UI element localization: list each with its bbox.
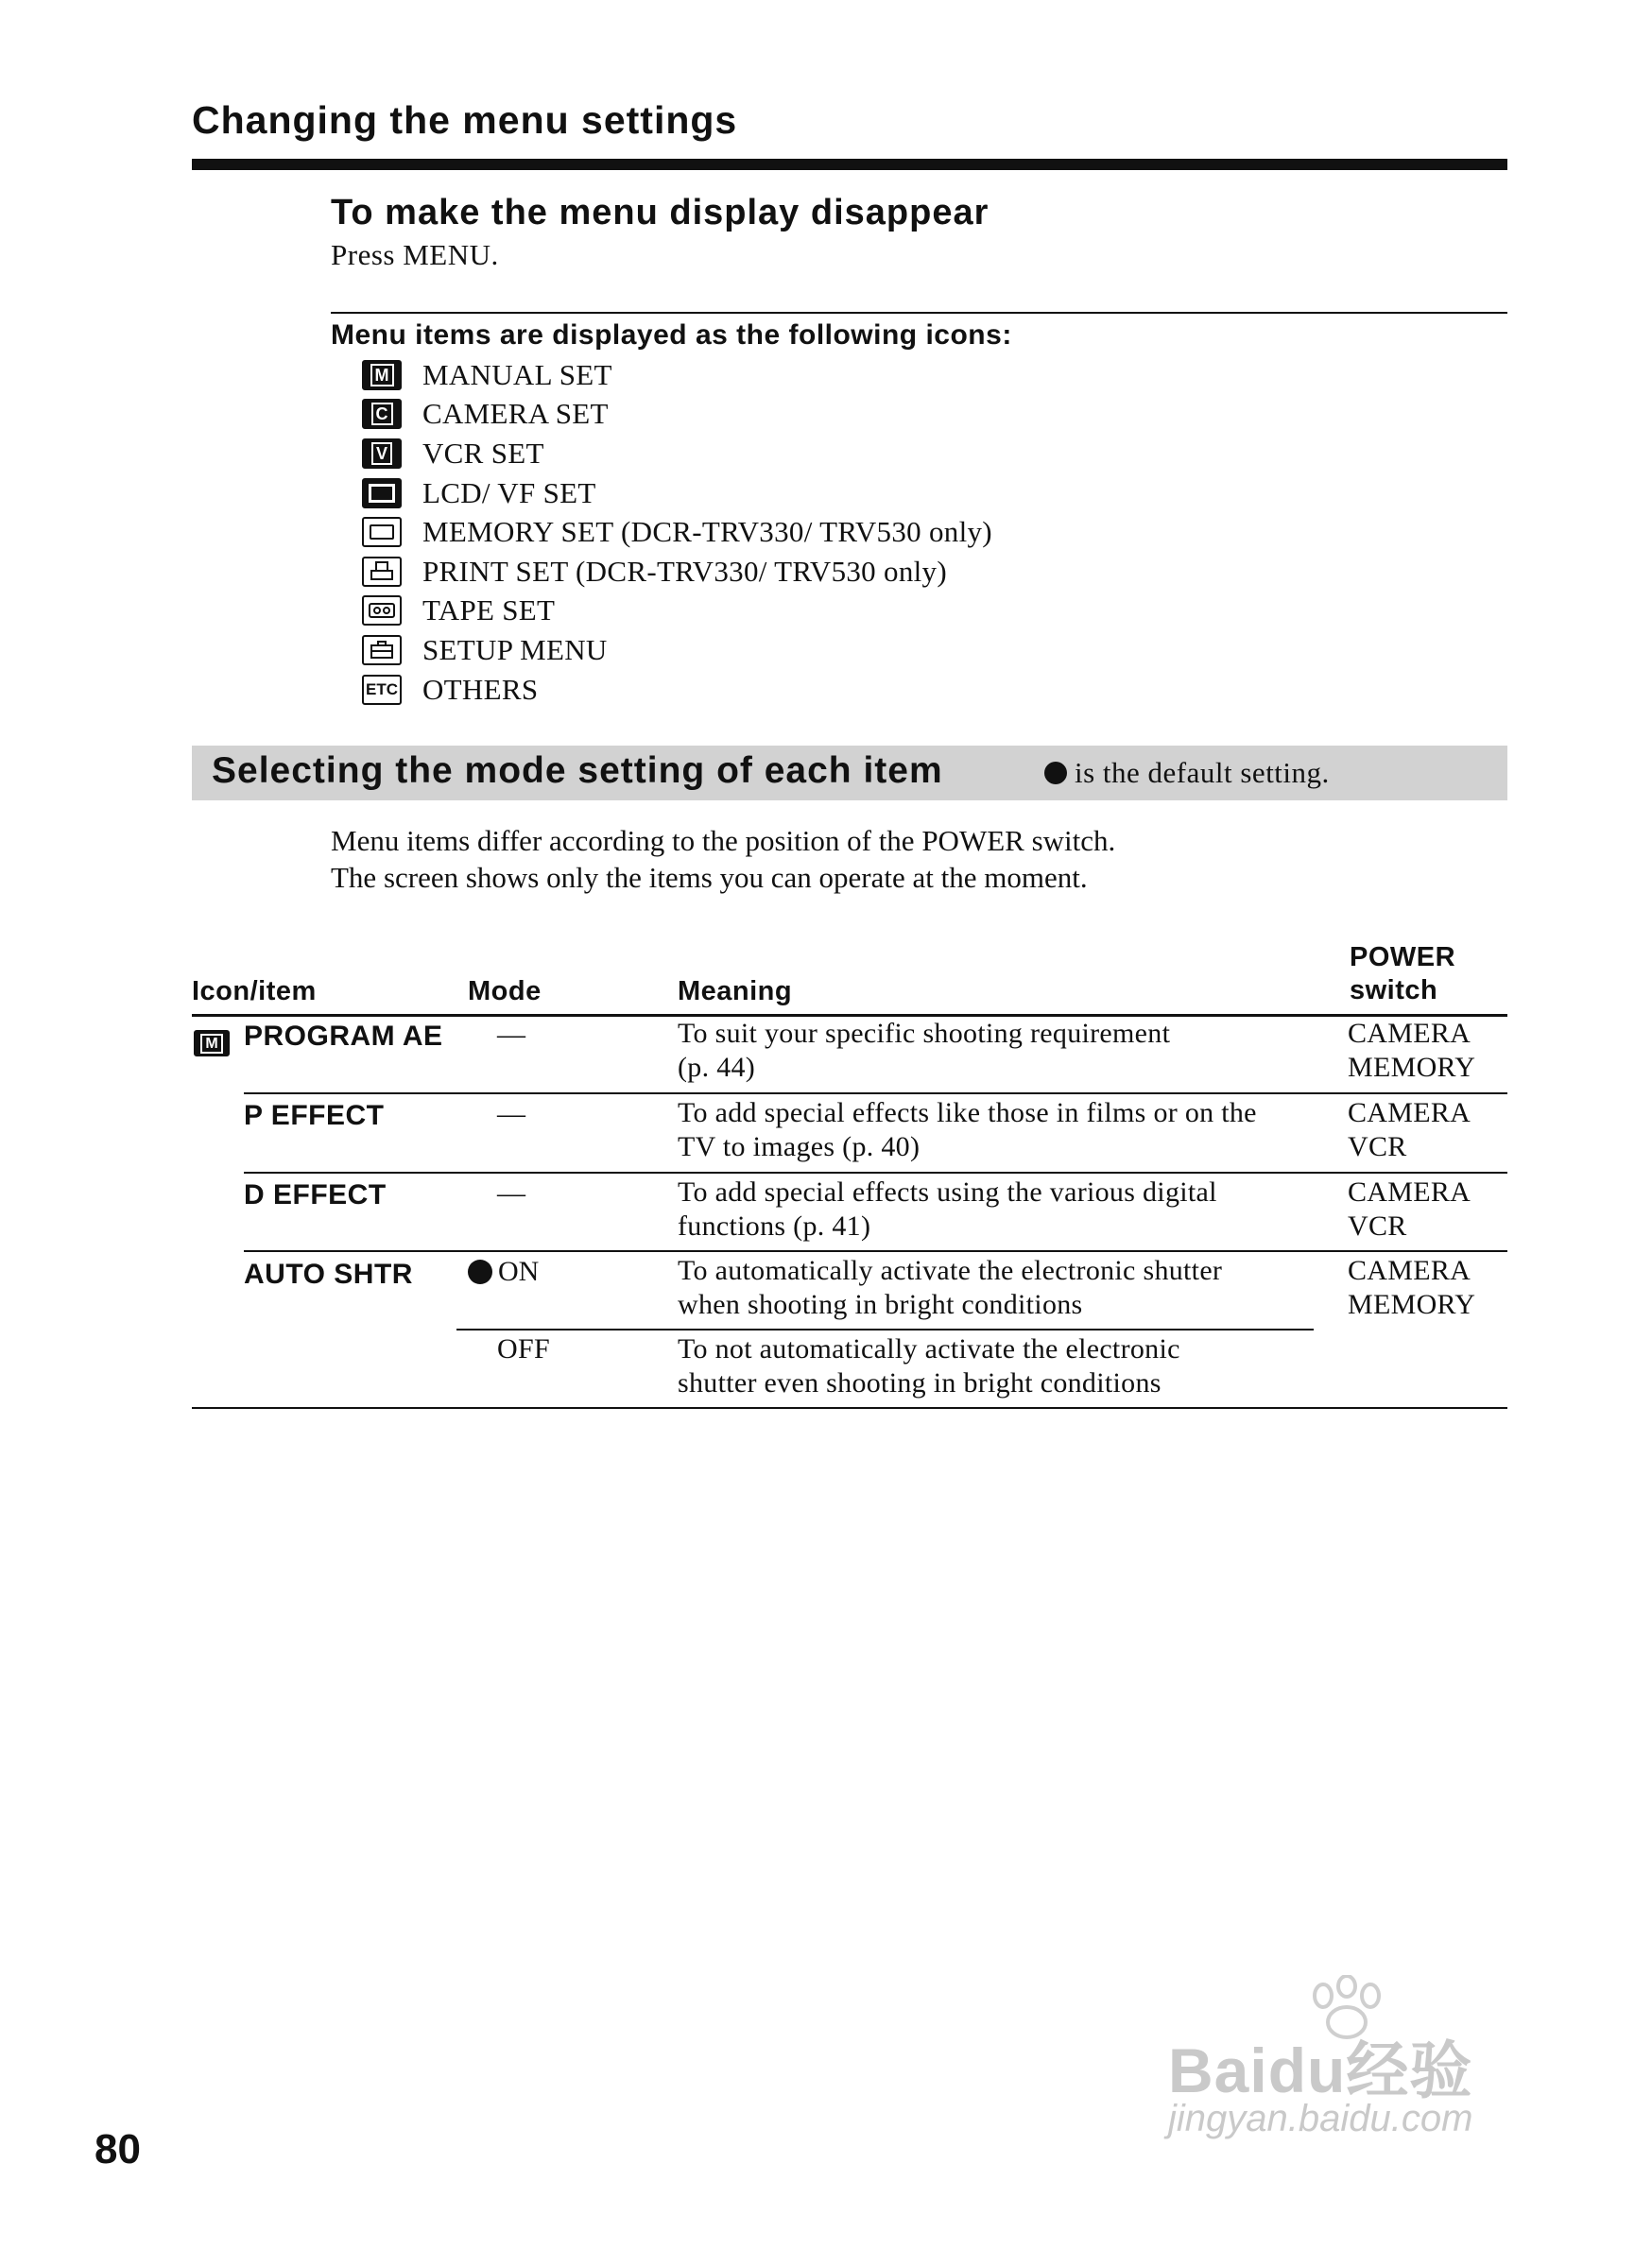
power-cell	[1348, 1176, 1471, 1244]
mode-label: ON	[498, 1256, 540, 1287]
list-item	[362, 552, 1213, 592]
memory-set-icon	[362, 517, 402, 547]
mode-value: OFF	[497, 1333, 550, 1365]
icon-label: OTHERS	[422, 672, 539, 706]
camera-set-icon: C	[362, 399, 402, 429]
power-line: CAMERA	[1348, 1018, 1471, 1049]
item-name: AUTO SHTR	[244, 1259, 413, 1290]
section-title: Selecting the mode setting of each item	[212, 750, 943, 791]
meaning-line: To suit your specific shooting requirement	[678, 1018, 1171, 1049]
power-line: VCR	[1348, 1210, 1407, 1242]
mode-value: —	[497, 1177, 525, 1209]
power-line: CAMERA	[1348, 1255, 1471, 1286]
meaning-line: To automatically activate the electronic shutter	[678, 1255, 1223, 1286]
meaning-line: functions (p. 41)	[678, 1210, 871, 1242]
power-line: CAMERA	[1348, 1097, 1471, 1128]
icon-label: CAMERA SET	[422, 397, 609, 431]
sub-row-rule	[456, 1329, 1314, 1331]
intro-text	[331, 822, 1115, 896]
power-line: CAMERA	[1348, 1176, 1471, 1208]
power-cell	[1348, 1096, 1471, 1164]
header-power-line: POWER	[1350, 942, 1456, 972]
icon-label: MEMORY SET (DCR-TRV330/ TRV530 only)	[422, 515, 992, 549]
divider	[331, 312, 1507, 314]
list-item	[362, 512, 1213, 552]
list-item	[362, 473, 1213, 513]
mode-value-default	[468, 1256, 539, 1288]
power-cell	[1348, 1254, 1475, 1322]
manual-set-icon: M	[362, 360, 402, 390]
meaning-line: To not automatically activate the electronic	[678, 1333, 1180, 1365]
default-note	[1044, 756, 1330, 790]
default-dot-icon	[1044, 762, 1067, 784]
icons-heading: Menu items are displayed as the following icons:	[331, 319, 1012, 351]
setup-menu-icon	[362, 635, 402, 665]
icon-label: SETUP MENU	[422, 632, 608, 666]
list-item	[362, 630, 1213, 670]
icon-label: TAPE SET	[422, 593, 556, 627]
header-meaning: Meaning	[678, 976, 793, 1006]
list-item	[362, 355, 1213, 395]
mode-value: —	[497, 1098, 525, 1129]
meaning-cell	[678, 1176, 1217, 1244]
power-line: VCR	[1348, 1131, 1407, 1162]
icon-legend-list	[362, 355, 1213, 709]
row-rule	[244, 1250, 1507, 1252]
meaning-line: (p. 44)	[678, 1052, 756, 1083]
disappear-text: Press MENU.	[331, 238, 499, 271]
icon-label: VCR SET	[422, 436, 544, 470]
tape-set-icon	[362, 595, 402, 626]
row-rule	[244, 1172, 1507, 1174]
header-rule	[192, 159, 1507, 170]
mode-value: —	[497, 1019, 525, 1050]
print-set-icon	[362, 557, 402, 587]
others-icon: ETC	[362, 675, 402, 705]
meaning-cell	[678, 1096, 1257, 1164]
list-item	[362, 592, 1213, 631]
lcd-vf-set-icon	[362, 478, 402, 508]
row-rule	[244, 1092, 1507, 1094]
list-item	[362, 434, 1213, 473]
item-name: P EFFECT	[244, 1100, 385, 1131]
page-title: Changing the menu settings	[192, 98, 738, 142]
default-dot-icon	[468, 1260, 492, 1284]
meaning-cell	[678, 1332, 1180, 1400]
power-line: MEMORY	[1348, 1052, 1476, 1083]
list-item	[362, 670, 1213, 710]
list-item	[362, 395, 1213, 435]
meaning-line: To add special effects using the various digital	[678, 1176, 1217, 1208]
vcr-set-icon: V	[362, 438, 402, 469]
power-line: MEMORY	[1348, 1289, 1476, 1320]
header-power-switch	[1350, 941, 1455, 1007]
header-icon-item: Icon/item	[192, 976, 317, 1006]
item-name: D EFFECT	[244, 1179, 387, 1210]
meaning-line: when shooting in bright conditions	[678, 1289, 1083, 1320]
meaning-cell	[678, 1017, 1170, 1085]
disappear-heading: To make the menu display disappear	[331, 193, 989, 232]
meaning-line: shutter even shooting in bright conditions	[678, 1367, 1162, 1399]
intro-line: Menu items differ according to the position of the POWER switch.	[331, 824, 1116, 857]
meaning-line: To add special effects like those in films or on the	[678, 1097, 1257, 1128]
meaning-cell	[678, 1254, 1222, 1322]
header-mode: Mode	[468, 976, 542, 1006]
watermark-logo: Baidu经验	[1168, 2035, 1473, 2105]
manual-set-icon: M	[194, 1030, 230, 1056]
default-note-text: is the default setting.	[1075, 756, 1330, 789]
icon-label: MANUAL SET	[422, 357, 612, 391]
icon-label: LCD/ VF SET	[422, 475, 596, 509]
header-power-line: switch	[1350, 975, 1438, 1005]
table-bottom-rule	[192, 1407, 1507, 1409]
page-number: 80	[95, 2126, 141, 2172]
watermark-url: jingyan.baidu.com	[1168, 2098, 1473, 2139]
intro-line: The screen shows only the items you can operate at the moment.	[331, 861, 1088, 894]
table-row	[194, 1030, 230, 1056]
icon-label: PRINT SET (DCR-TRV330/ TRV530 only)	[422, 554, 947, 588]
meaning-line: TV to images (p. 40)	[678, 1131, 921, 1162]
item-name: PROGRAM AE	[244, 1021, 443, 1052]
power-cell	[1348, 1017, 1475, 1085]
